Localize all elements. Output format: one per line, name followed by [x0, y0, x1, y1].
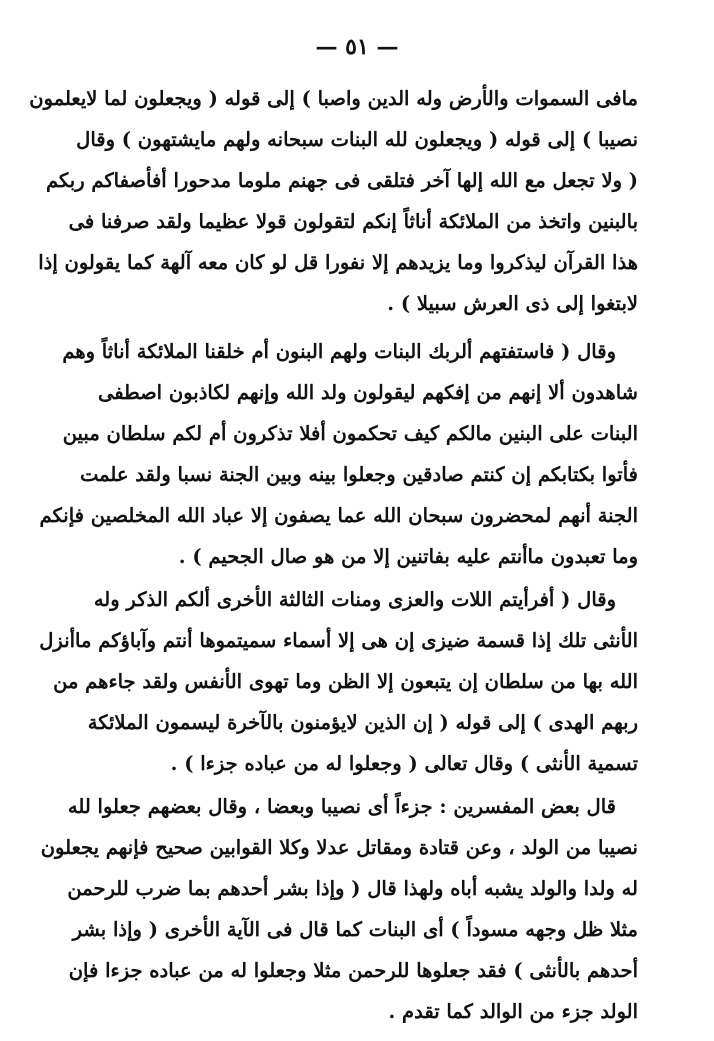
text-line: نصيبا من الولد ، وعن قتادة ومقاتل عدلا وكلا القوابين صحيح فإنهم يجعلون — [40, 836, 638, 859]
text-line: فأتوا بكتابكم إن كنتم صادقين وجعلوا بينه وبين الجنة نسبا ولقد علمت — [79, 463, 638, 486]
text-line: له ولدا والولد يشبه أباه ولهذا قال ( وإذا بشر أحدهم بما ضرب للرحمن — [67, 877, 638, 900]
paragraph-2 — [39, 331, 638, 577]
text-line: وقال ( أفرأيتم اللات والعزى ومنات الثالثة الأخرى ألكم الذكر وله — [93, 588, 616, 611]
text-line: وقال ( فاستفتهم ألربك البنات ولهم البنون أم خلقنا الملائكة أناثاً وهم — [62, 340, 616, 363]
text-line: الولد جزء من الوالد كما تقدم . — [388, 1000, 638, 1023]
text-line: لابتغوا إلى ذى العرش سبيلا ) . — [387, 292, 638, 315]
text-line: أحدهم بالأنثى ) فقد جعلوها للرحمن مثلا وجعلوا له من عباده جزءا فإن — [68, 959, 638, 982]
text-line: وما تعبدون ماأنتم عليه بفاتنين إلا من هو صال الجحيم ) . — [178, 545, 638, 568]
paragraph-3 — [39, 579, 638, 784]
text-line: قال بعض المفسرين : جزءاً أى نصيبا وبعضا ، وقال بعضهم جعلوا لله — [67, 795, 616, 818]
text-line: شاهدون ألا إنهم من إفكهم ليقولون ولد الله وإنهم لكاذبون اصطفى — [98, 381, 638, 404]
page-number: — ٥١ — — [315, 34, 399, 60]
text-line: نصيبا ) إلى قوله ( ويجعلون لله البنات سبحانه ولهم مايشتهون ) وقال — [76, 128, 638, 151]
text-line: تسمية الأنثى ) وقال تعالى ( وجعلوا له من عباده جزءا ) . — [170, 752, 638, 775]
text-line: ربهم الهدى ) إلى قوله ( إن الذين لايؤمنون بالآخرة ليسمون الملائكة — [87, 711, 638, 734]
text-line: مافى السموات والأرض وله الدين واصبا ) إلى قوله ( ويجعلون لما لايعلمون — [29, 87, 638, 110]
paragraph-1 — [29, 78, 638, 324]
text-line: هذا القرآن ليذكروا وما يزيدهم إلا نفورا قل لو كان معه آلهة كما يقولون إذا — [38, 251, 638, 274]
text-line: مثلا ظل وجهه مسوداً ) أى البنات كما قال فى الآية الأخرى ( وإذا بشر — [72, 918, 638, 941]
paragraph-4 — [40, 786, 638, 1032]
text-line: الجنة أنهم لمحضرون سبحان الله عما يصفون إلا عباد الله المخلصين فإنكم — [39, 504, 638, 527]
text-line: البنات على البنين مالكم كيف تحكمون أفلا تذكرون أم لكم سلطان مبين — [62, 422, 638, 445]
text-line: بالبنين واتخذ من الملائكة أناثاً إنكم لتقولون قولا عظيما ولقد صرفنا فى — [68, 210, 638, 233]
text-line: الأنثى تلك إذا قسمة ضيزى إن هى إلا أسماء سميتموها أنتم وآباؤكم ماأنزل — [39, 629, 638, 652]
text-line: الله بها من سلطان إن يتبعون إلا الظن وما تهوى الأنفس ولقد جاءهم من — [53, 670, 638, 693]
text-line: ( ولا تجعل مع الله إلها آخر فتلقى فى جهنم ملوما مدحورا أفأصفاكم ربكم — [46, 169, 638, 192]
